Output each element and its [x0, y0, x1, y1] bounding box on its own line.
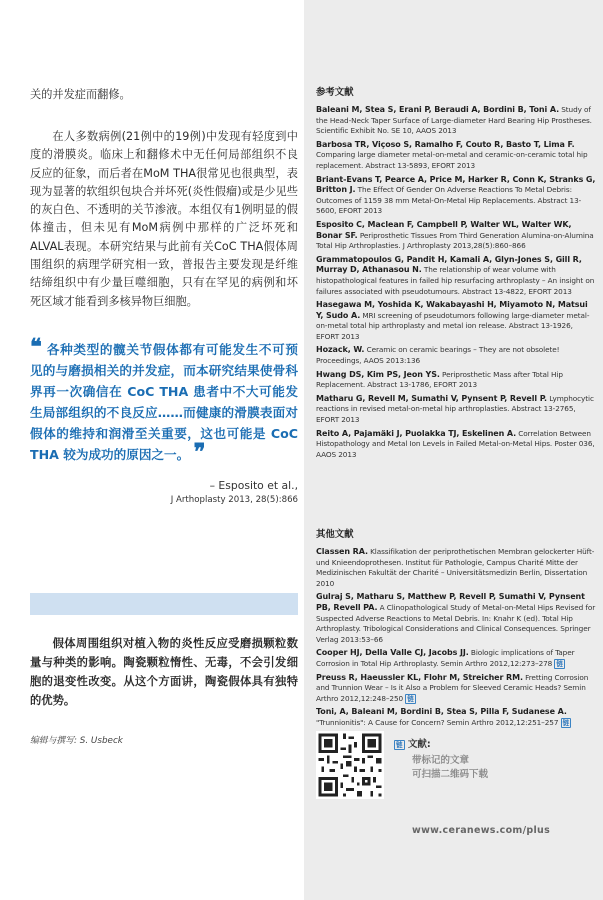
reference-item — [316, 592, 596, 645]
reference-text: Periprosthetic Mass after Total Hip Replacement. Abstract 13-1786, EFORT 2013 — [316, 369, 563, 390]
reference-text: The Effect Of Gender On Adverse Reactions To Metal Debris: Outcomes of 1159 38 mm Metal-On-Metal Hip Replacements. Abstract 13-5600, EFORT 2013 — [316, 185, 582, 216]
reference-text: Ceramic on ceramic bearings – They are not obsolete! Proceedings, AAOS 2013:136 — [316, 345, 560, 366]
reference-text: Periprosthetic Tissues From Third Generation Alumina-on-Alumina Total Hip Arthroplasties. J Arthroplasty 2013,28(5):860–866 — [316, 230, 594, 251]
website-link[interactable]: www.ceranews.com/plus — [412, 825, 551, 836]
reference-authors: Matharu G, Revell M, Sumathi V, Pynsent P, Revell P. — [316, 393, 547, 403]
qr-download-box — [316, 731, 596, 836]
reference-sidebar — [304, 0, 603, 900]
qr-label — [394, 736, 431, 750]
pull-quote-text: 各种类型的髋关节假体都有可能发生不可预见的与磨损相关的并发症，而本研究结果使骨科界再一次确信在 CoC THA 患者中不大可能发生局部组织的不良反应……而健康的滑膜表面对假体的维持和润滑至关重要，这也可能是 CoC THA 较为成功的原因之一。 — [30, 341, 298, 462]
other-references-section — [316, 526, 596, 732]
reference-authors: Hozack, W. — [316, 345, 365, 355]
pull-quote — [30, 333, 298, 465]
reference-authors: Baleani M, Stea S, Erani P, Beraudi A, Bordini B, Toni A. — [316, 105, 560, 114]
qr-line-1: 带标记的文章 — [412, 755, 470, 766]
reference-item — [316, 429, 596, 461]
reference-item — [316, 220, 596, 252]
qr-line-2: 可扫描二维码下载 — [412, 769, 489, 780]
quote-author: – Esposito et al., — [209, 478, 298, 492]
reference-item — [316, 255, 596, 297]
link-mark-icon[interactable]: 链 — [407, 694, 414, 703]
main-column — [30, 86, 298, 505]
summary-paragraph: 假体周围组织对植入物的炎性反应受磨损颗粒数量与种类的影响。陶瓷颗粒惰性、无毒，不会引发细胞的退变性改变。从这个方面讲，陶瓷假体具有独特的优势。 — [30, 637, 298, 707]
reference-authors: Reito A, Pajamäki J, Puolakka TJ, Eskelinen A. — [316, 428, 517, 438]
reference-text: Biologic implications of Taper Corrosion in Total Hip Arthroplasty. Semin Arthro 2012,12:273–278 — [316, 648, 575, 668]
reference-item — [316, 105, 596, 137]
reference-item — [316, 345, 596, 366]
quote-source: J Arthoplasty 2013, 28(5):866 — [170, 494, 298, 505]
reference-item — [316, 300, 596, 342]
reference-text: Lymphocytic reactions in revised metal-on-metal hip arthroplasties. Abstract 13-2765, EFORT 2013 — [316, 393, 594, 425]
reference-authors: Briant-Evans T, Pearce A, Price M, Harker R, Conn K, Stranks G, Britton J. — [316, 174, 596, 195]
reference-authors: Gulraj S, Matharu S, Matthew P, Revell P, Sumathi V, Pynsent PB, Revell PA. — [316, 592, 585, 612]
reference-authors: Barbosa TR, Viçoso S, Ramalho F, Couto R, Basto T, Lima F. — [316, 139, 575, 149]
reference-authors: Preuss R, Haeussler KL, Flohr M, Streicher RM. — [316, 672, 523, 682]
reference-text: MRI screening of pseudotumors following large-diameter metal-on-metal total hip arthroplasty and metal ion release. Abstract 13-1926, EFORT 2013 — [316, 310, 590, 341]
other-references-list — [316, 547, 596, 729]
reference-authors: Grammatopoulos G, Pandit H, Kamali A, Glyn-Jones S, Gill R, Murray D, Athanasou N. — [316, 254, 582, 275]
reference-item — [316, 175, 596, 217]
reference-text: Study of the Head-Neck Taper Surface of Large-diameter Hard Bearing Hip Prostheses. Scientific Exhibit No. SE 10, AAOS 2013 — [316, 105, 592, 136]
reference-authors: Esposito C, Maclean F, Campbell P, Walter WL, Walter WK, Bonar SF. — [316, 219, 572, 240]
body-paragraph: 在人多数病例(21例中的19例)中发现有轻度到中度的滑膜炎。临床上和翻修术中无任何局部组织不良反应的征象，而后者在MoM THA很常见也很典型，表现为显著的软组织包块合并坏死(炎性假瘤)或是少见些的灰白色、不透明的关节渗液。本组仅有1例明显的假体撞击，但未见有MoM病例中那样的广泛坏死和ALVAL表现。本研究结果与此前有关CoC THA假体周围组织的病理学研究相一致，普报告主要发现是纤维结缔组织中有少量巨噬细胞，只有在罕见的病例和坏死区域才能看到多核异物巨细胞。 — [30, 130, 298, 308]
other-references-title: 其他文献 — [316, 529, 354, 540]
references-section — [316, 84, 596, 463]
continued-text: 关的并发症而翻修。 — [30, 88, 131, 101]
references-list — [316, 105, 596, 460]
reference-authors: Cooper HJ, Della Valle CJ, Jacobs JJ. — [316, 648, 469, 658]
link-mark-icon: 链 — [396, 741, 403, 749]
editor-credit: 编辑与撰写: S. Usbeck — [30, 736, 123, 746]
divider-band — [30, 593, 298, 615]
reference-text: "Trunnionitis": A Cause for Concern? Semin Arthro 2012,12:251–257 — [316, 717, 561, 727]
reference-item — [316, 370, 596, 391]
references-title: 参考文献 — [316, 87, 354, 98]
reference-item — [316, 140, 596, 172]
link-mark-icon[interactable]: 链 — [562, 718, 570, 727]
reference-item — [316, 394, 596, 426]
reference-text: Correlation Between Histopathology and Metal Ion Levels in Failed Metal-on-Metal Hips. Poster 036, AAOS 2013 — [316, 428, 595, 459]
open-quote-icon: ❝ — [30, 333, 42, 360]
reference-authors: Hwang DS, Kim PS, Jeon YS. — [316, 369, 440, 379]
reference-text: Comparing large diameter metal-on-metal and ceramic-on-ceramic total hip replacement. Abstract 13-5893, EFORT 2013 — [316, 150, 588, 170]
reference-authors: Classen RA. — [316, 547, 368, 556]
reference-text: Fretting Corrosion and Trunnion Wear – Is it Also a Problem for Sleeved Ceramic Heads? Semin Arthro 2012,12:248–250 — [316, 672, 589, 703]
reference-text: The relationship of wear volume with histopathological features in failed hip resurfacing arthroplasty – An insight on failures associated with pseudotumours. Abstract 13-4822, EFORT 2013 — [316, 265, 595, 296]
qr-label-text: 文献: — [407, 739, 431, 750]
close-quote-icon: ❞ — [193, 438, 206, 465]
reference-text: A Clinopathological Study of Metal-on-Metal Hips Revised for Suspected Adverse Reactions to Metal Debris. In: Knahr K (ed). Total Hip Arthroplasty. Tribological Considerations and Clinical Consequences. Springer Verlag 2013:53–66 — [316, 602, 596, 644]
reference-text: Klassifikation der periprothetischen Membran gelockerter Hüft- und Knieendoprothesen. Institut für Pathologie, Campus Charité Mitte der Medizinischen Fakultät der Charité – Universitätsmedizin Berlin, Dissertation 2010 — [316, 547, 595, 588]
reference-item — [316, 673, 596, 705]
reference-authors: Hasegawa M, Yoshida K, Wakabayashi H, Miyamoto N, Matsui Y, Sudo A. — [316, 300, 588, 320]
reference-item — [316, 547, 596, 589]
qr-code-icon[interactable] — [316, 731, 384, 799]
reference-item — [316, 707, 596, 728]
reference-authors: Toni, A, Baleani M, Bordini B, Stea S, Pilla F, Sudanese A. — [316, 707, 567, 717]
link-mark-icon[interactable]: 链 — [556, 659, 563, 668]
reference-item — [316, 648, 596, 669]
